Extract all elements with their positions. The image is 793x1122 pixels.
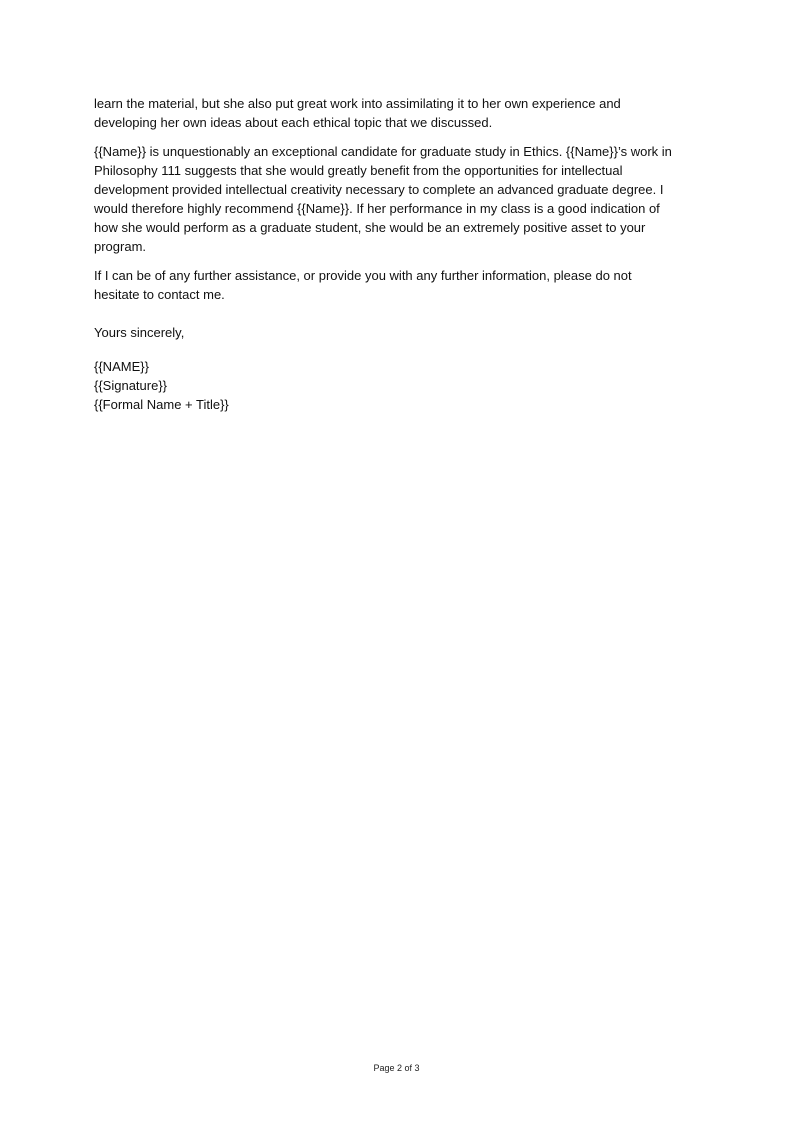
paragraph-3 <box>94 266 714 304</box>
closing-salutation: Yours sincerely, <box>94 325 185 340</box>
signature-placeholder: {{Signature}} <box>94 378 168 393</box>
page-number-footer: Page 2 of 3 <box>373 1063 420 1073</box>
paragraph-line: If I can be of any further assistance, or provide you with any further information, please do not <box>94 268 632 283</box>
signature-block <box>94 357 714 414</box>
paragraph-line: development provided intellectual creativity necessary to complete an advanced graduate degree. I <box>94 182 664 197</box>
letter-body <box>94 94 714 414</box>
paragraph-line: developing her own ideas about each ethical topic that we discussed. <box>94 115 493 130</box>
paragraph-line: would therefore highly recommend {{Name}}. If her performance in my class is a good indication of <box>94 201 660 216</box>
paragraph-line: program. <box>94 239 147 254</box>
paragraph-2 <box>94 142 714 256</box>
paragraph-line: Philosophy 111 suggests that she would greatly benefit from the opportunities for intellectual <box>94 163 623 178</box>
paragraph-line: how she would perform as a graduate student, she would be an extremely positive asset to your <box>94 220 646 235</box>
paragraph-line: hesitate to contact me. <box>94 287 225 302</box>
paragraph-line: {{Name}} is unquestionably an exceptional candidate for graduate study in Ethics. {{Name}}’s work in <box>94 144 672 159</box>
signature-formal-name-title: {{Formal Name + Title}} <box>94 397 229 412</box>
paragraph-line: learn the material, but she also put great work into assimilating it to her own experience and <box>94 96 621 111</box>
paragraph-1 <box>94 94 714 132</box>
signature-name: {{NAME}} <box>94 359 149 374</box>
